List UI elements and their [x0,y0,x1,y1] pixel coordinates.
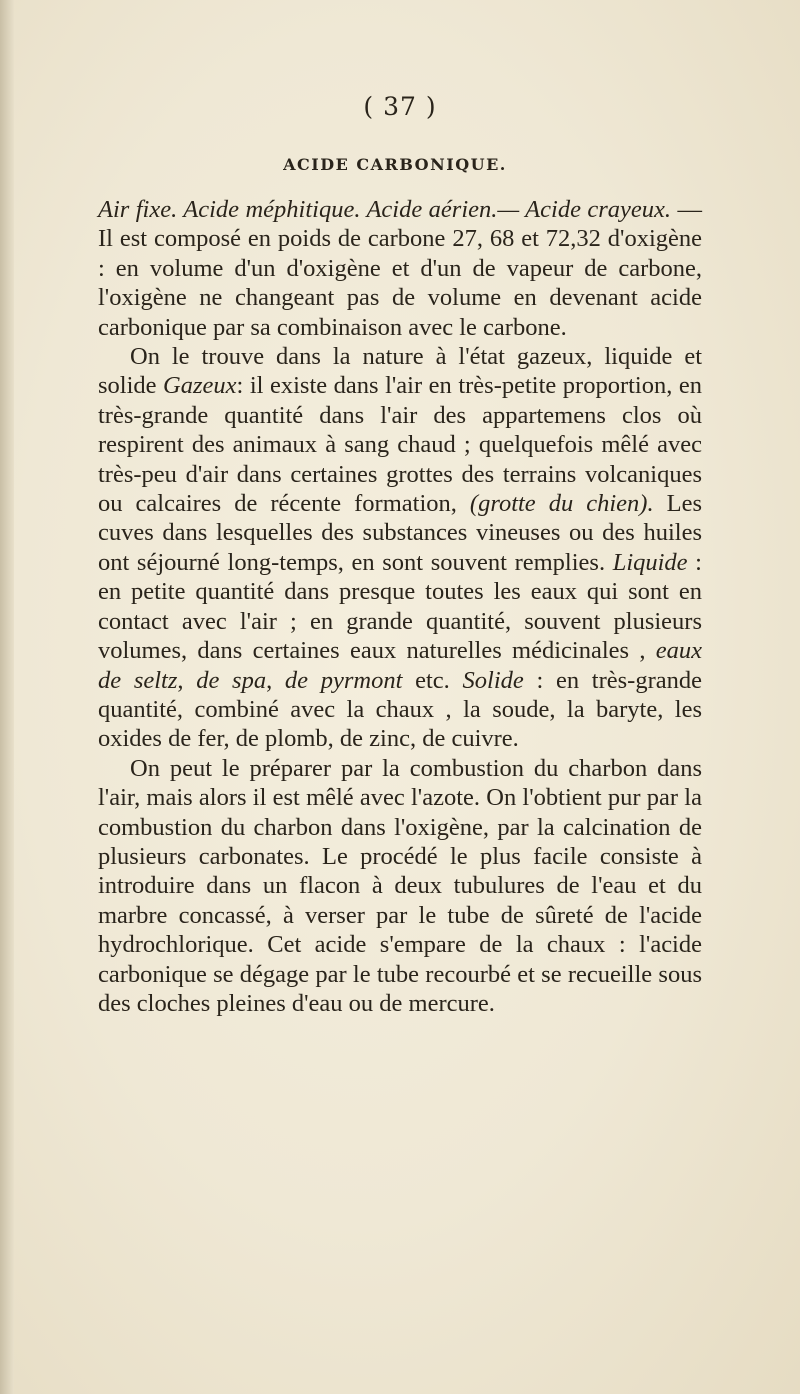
paragraph-2-segment-2: Gazeux [163,372,237,400]
paragraph-1 [98,195,702,342]
paragraph-2-segment-9: , [177,666,197,694]
paragraph-2-segment-14: Solide [462,666,524,694]
paragraph-3 [98,754,702,1019]
paragraph-2-segment-15: : en très-grande quantité, combiné avec la chaux , la soude, la baryte, les oxides de fer, de plomb, de zinc, de cuivre. [98,666,702,753]
paragraph-2-segment-4: (grotte du chien). [469,490,654,518]
page-number: ( 37 ) [363,92,437,121]
body-text [98,195,702,1018]
paragraph-2-segment-10: de spa [196,666,267,694]
paragraph-2-segment-12: de pyrmont [284,666,403,694]
section-heading: ACIDE CARBONIQUE. [283,155,507,174]
paragraph-1-segment-2: — Il est composé en poids de carbone 27, 68 et 72,32 d'oxigène : en volume d'un d'oxigène et d'un de vapeur de carbone, l'oxigène ne changeant pas de volume en devenant acide carbonique par sa combinaison avec le carbone. [98,196,702,341]
paragraph-2 [98,342,702,754]
page-binding-edge [0,0,14,1394]
paragraph-2-segment-6: Liquide [612,548,688,576]
paragraph-2-segment-8: eaux de seltz [98,637,702,694]
paragraph-2-segment-11: , [266,666,285,694]
paragraph-2-segment-7: : en petite quantité dans presque toutes les eaux qui sont en contact avec l'air ; en grande quantité, souvent plusieurs volumes, dans certaines eaux naturelles médicinales , [98,548,702,665]
paragraph-2-segment-1: On le trouve dans la nature à l'état gazeux, liquide et solide [98,343,702,400]
paragraph-2-segment-5: Les cuves dans lesquelles des substances vineuses ou des huiles ont séjourné long-temps, en sont souvent remplies. [98,490,702,576]
paragraph-3-segment-1: On peut le préparer par la combustion du charbon dans l'air, mais alors il est mêlé avec l'azote. On l'obtient pur par la combustion du charbon dans l'oxigène, par la calcination de plusieurs carbonates. Le procédé le plus facile consiste à introduire dans un flacon à deux tubulures de l'eau et du marbre concassé, à verser par le tube de sûreté de l'acide hydrochlorique. Cet acide s'empare de la chaux : l'acide carbonique se dégage par le tube recourbé et se recueille sous des cloches pleines d'eau ou de mercure. [98,754,702,1017]
paragraph-2-segment-13: etc. [402,666,463,694]
paragraph-2-segment-3: : il existe dans l'air en très-petite proportion, en très-grande quantité dans l'air des appartemens clos où respirent des animaux à sang chaud ; quelquefois mêlé avec très-peu d'air dans certaines grottes des terrains volcaniques ou calcaires de récente formation, [98,372,702,518]
paragraph-1-segment-1: Air fixe. Acide méphitique. Acide aérien.— Acide crayeux. [98,196,672,223]
